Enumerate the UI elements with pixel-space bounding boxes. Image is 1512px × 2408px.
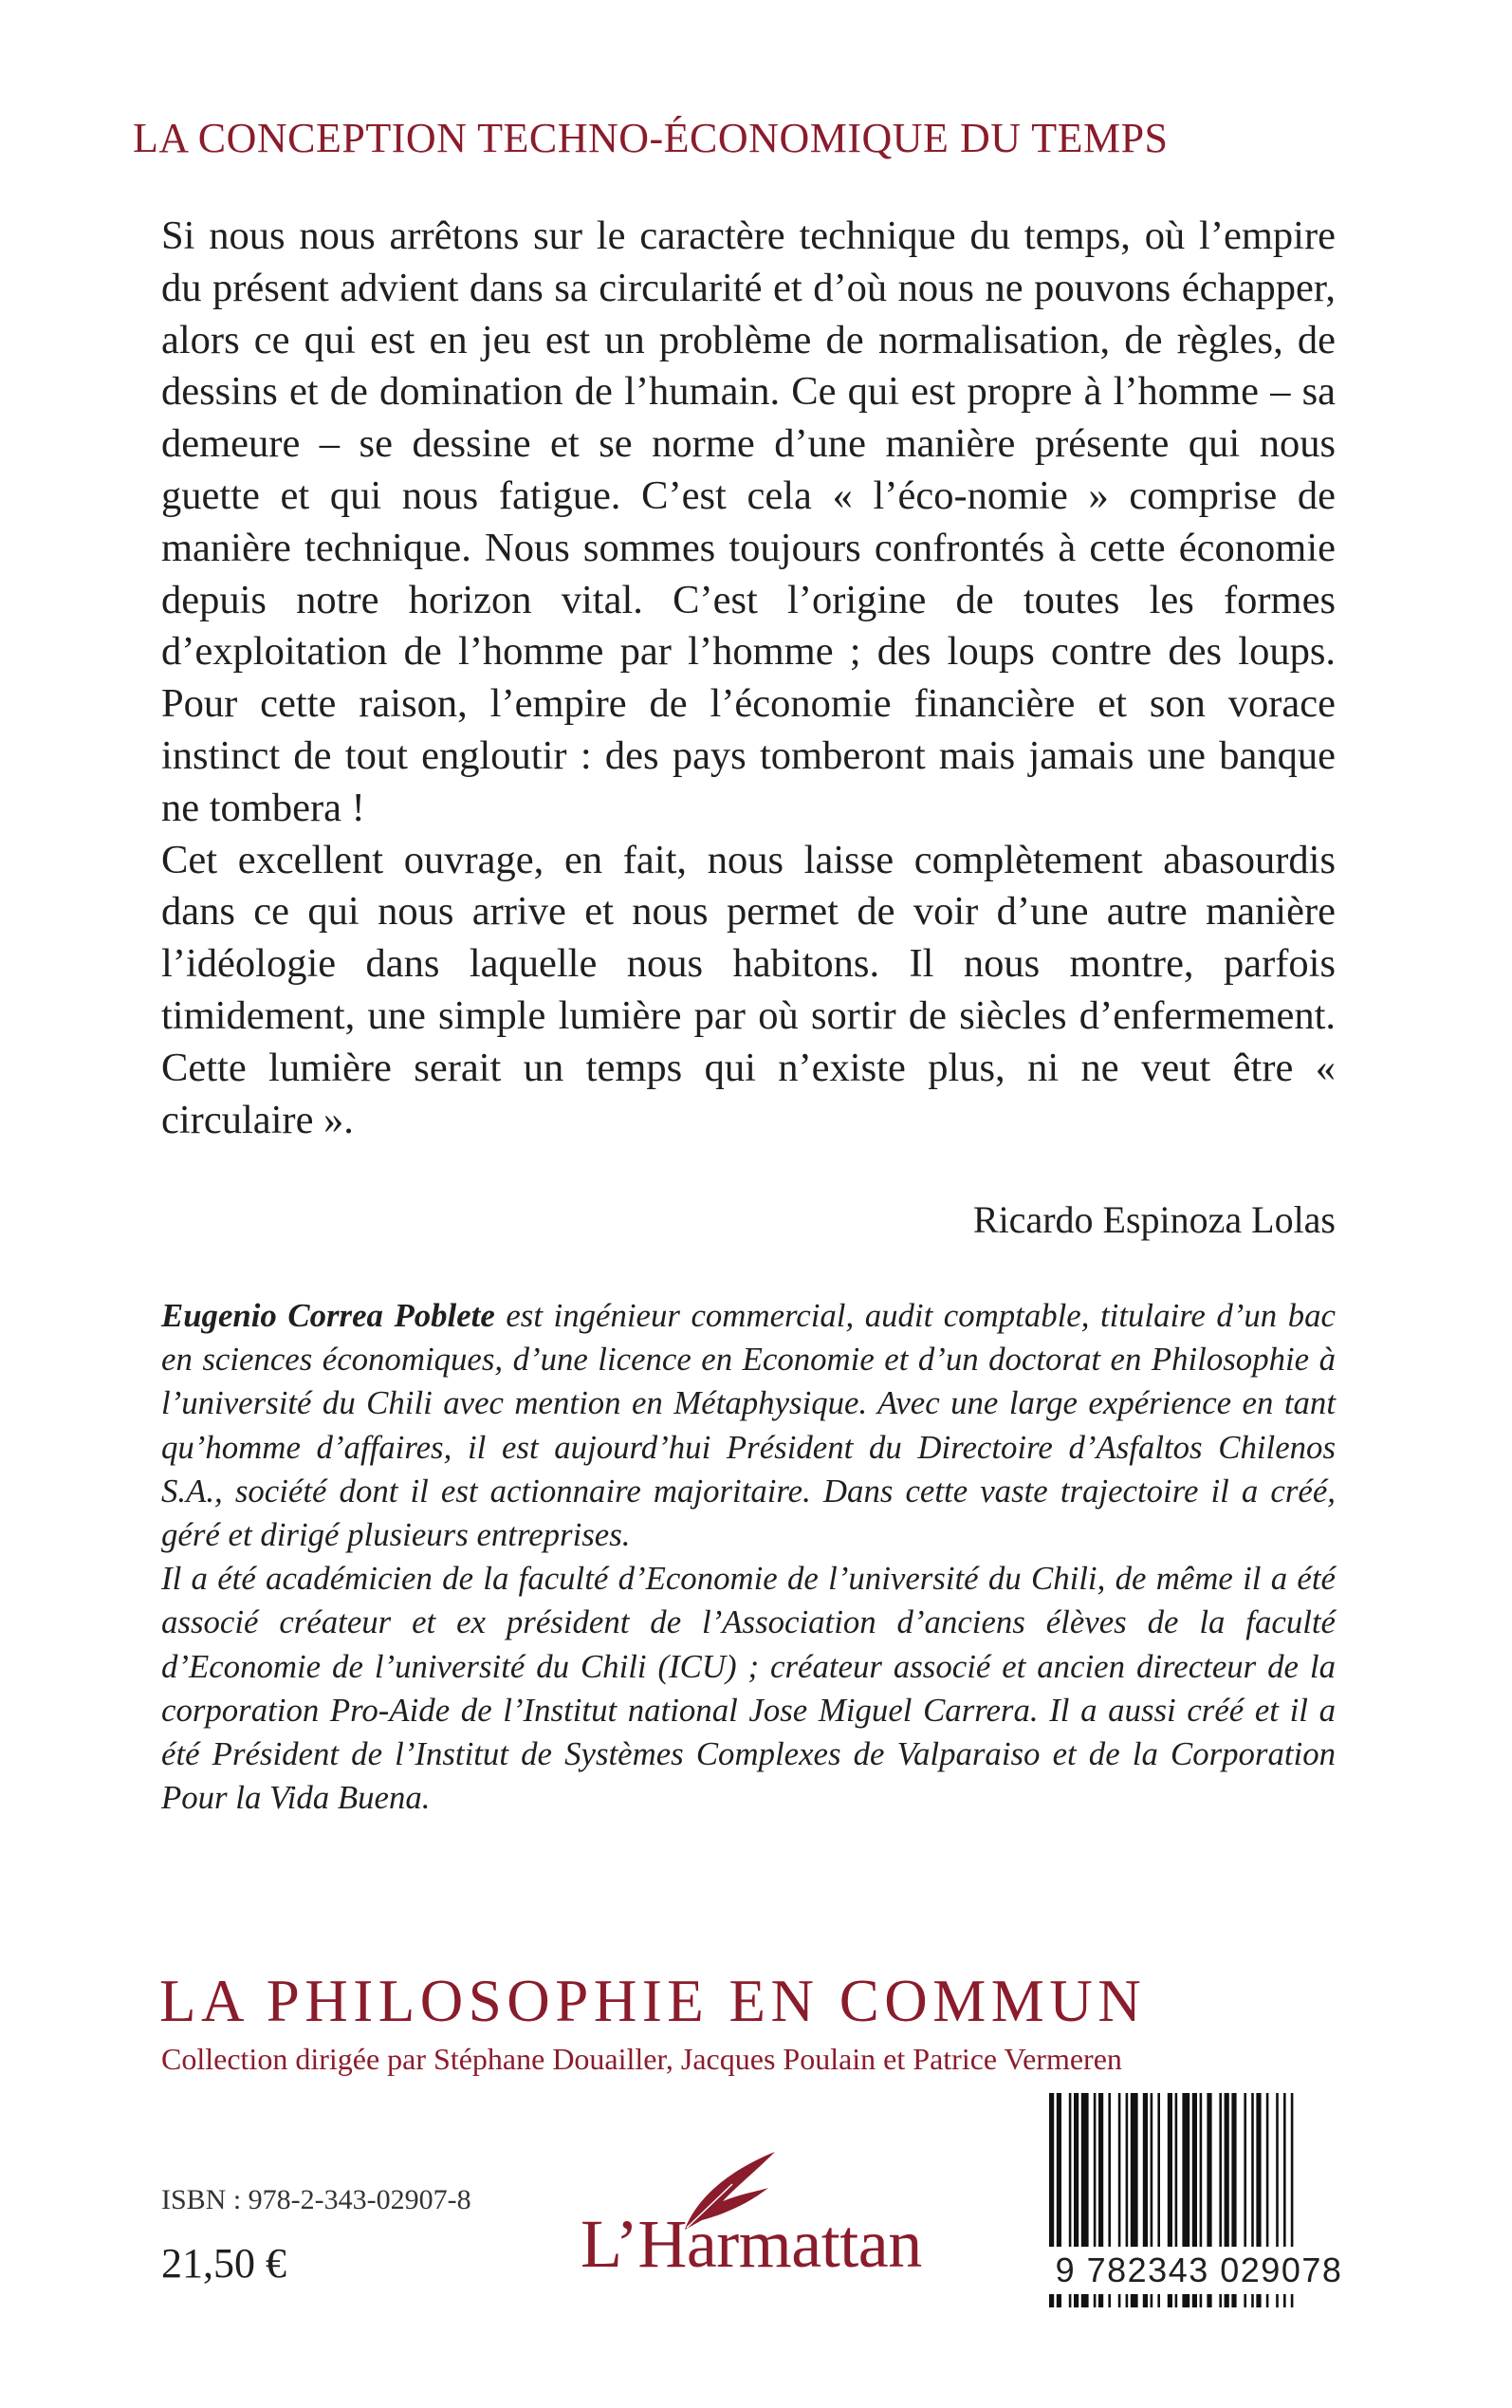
bio-text: est ingénieur commercial, audit comptable, titulaire d’un bac en sciences économiques, d’une licence en Economie et d’un doctorat en Philosophie à l’université du Chili avec mention en Métaphysique. Avec une large expérience en tant qu’homme d’affaires, il est aujourd’hui Président du Directoire d’Asfaltos Chilenos S.A., société dont il est actionnaire majoritaire. Dans cette vaste trajectoire il a créé, géré et dirigé plusieurs entreprises. [161,1297,1336,1554]
bio-paragraph: Il a été académicien de la faculté d’Economie de l’université du Chili, de même il a été associé créateur et ex président de l’Association d’anciens élèves de la faculté d’Economie de l’université du Chili (ICU) ; créateur associé et ancien directeur de la corporation Pro-Aide de l’Institut national Jose Miguel Carrera. Il a aussi créé et il a été Président de l’Institut de Systèmes Complexes de Valparaiso et de la Corporation Pour la Vida Buena. [161,1560,1336,1817]
book-section-title: LA CONCEPTION TECHNO-ÉCONOMIQUE DU TEMPS [133,115,1169,161]
bio-paragraph [161,1294,1336,1557]
isbn: ISBN : 978-2-343-02907-8 [161,2184,471,2215]
author-bio [161,1294,1336,1820]
review-paragraph: Si nous nous arrêtons sur le caractère technique du temps, où l’empire du présent advient dans sa circularité et d’où nous ne pouvons échapper, alors ce qui est en jeu est un problème de normalisation, de règles, de dessins et de domination de l’humain. Ce qui est propre à l’homme – sa demeure – se dessine et se norme d’une manière présente qui nous guette et qui nous fatigue. C’est cela « l’éco-nomie » comprise de manière technique. Nous sommes toujours confrontés à cette économie depuis notre horizon vital. C’est l’origine de toutes les formes d’exploitation de l’homme par l’homme ; des loups contre des loups. Pour cette raison, l’empire de l’économie financière et son vorace instinct de tout engloutir : des pays tomberont mais jamais une banque ne tombera ! [161,213,1336,830]
price: 21,50 € [161,2240,286,2287]
review-signature: Ricardo Espinoza Lolas [972,1198,1336,1241]
publisher-name: L’Harmattan [581,2206,922,2282]
publisher-logo [581,2146,979,2288]
review-text [161,211,1336,1146]
review-paragraph: Cet excellent ouvrage, en fait, nous laisse complètement abasourdis dans ce qui nous arrive et nous permet de voir d’une autre manière l’idéologie dans laquelle nous habitons. Il nous montre, parfois timidement, une simple lumière par où sortir de siècles d’enfermement. Cette lumière serait un temps qui n’existe plus, ni ne veut être « circulaire ». [161,837,1336,1142]
collection-directors: Collection dirigée par Stéphane Douailler, Jacques Poulain et Patrice Vermeren [161,2042,1122,2076]
series-title: LA PHILOSOPHIE EN COMMUN [159,1968,1147,2034]
author-name: Eugenio Correa Poblete [161,1297,495,1334]
barcode-digits: 9 782343 029078 [1045,2247,1353,2294]
